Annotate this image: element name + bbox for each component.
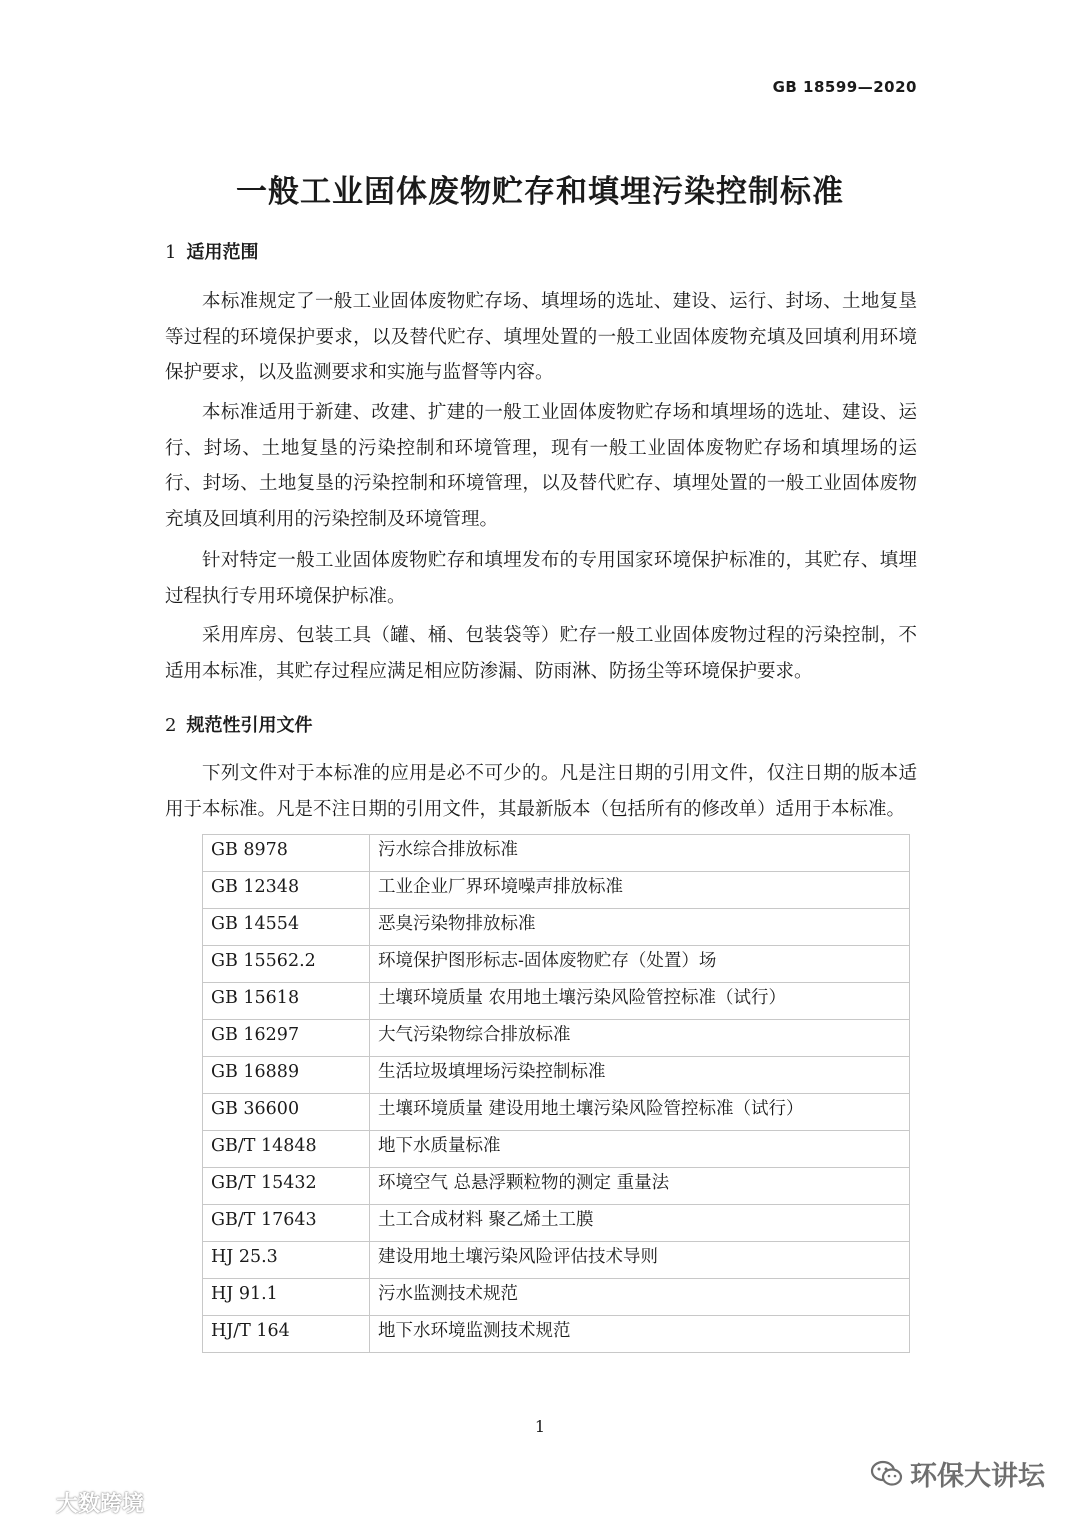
reference-code: GB 14554 [203, 909, 370, 946]
reference-name: 土工合成材料 聚乙烯土工膜 [370, 1205, 910, 1242]
section-1-paragraph-1: 本标准规定了一般工业固体废物贮存场、填埋场的选址、建设、运行、封场、土地复垦等过程的环境保护要求，以及替代贮存、填埋处置的一般工业固体废物充填及回填利用环境保护要求，以及监测要求和实施与监督等内容。 [165, 291, 917, 383]
reference-name: 污水监测技术规范 [370, 1279, 910, 1316]
table-row [203, 1094, 910, 1131]
reference-code: GB 16297 [203, 1020, 370, 1057]
section-1-paragraph-2: 本标准适用于新建、改建、扩建的一般工业固体废物贮存场和填埋场的选址、建设、运行、封场、土地复垦的污染控制和环境管理，现有一般工业固体废物贮存场和填埋场的运行、封场、土地复垦的污染控制和环境管理，以及替代贮存、填埋处置的一般工业固体废物充填及回填利用的污染控制及环境管理。 [165, 402, 917, 530]
table-row [203, 946, 910, 983]
table-row [203, 1057, 910, 1094]
reference-name: 地下水质量标准 [370, 1131, 910, 1168]
reference-code: HJ/T 164 [203, 1316, 370, 1353]
reference-code: GB 8978 [203, 835, 370, 872]
reference-name: 工业企业厂界环境噪声排放标准 [370, 872, 910, 909]
table-row [203, 1242, 910, 1279]
reference-name: 生活垃圾填埋场污染控制标准 [370, 1057, 910, 1094]
reference-code: GB 16889 [203, 1057, 370, 1094]
section-2-heading [165, 711, 312, 737]
table-row [203, 1020, 910, 1057]
reference-name: 建设用地土壤污染风险评估技术导则 [370, 1242, 910, 1279]
section-1-heading [165, 238, 258, 264]
reference-name: 土壤环境质量 建设用地土壤污染风险管控标准（试行） [370, 1094, 910, 1131]
wechat-icon [870, 1459, 904, 1489]
reference-code: GB 15618 [203, 983, 370, 1020]
watermark-left [6, 1487, 144, 1518]
page-number: 1 [534, 1417, 546, 1436]
section-2-number: 2 [165, 715, 177, 736]
weibo-icon [6, 1489, 50, 1517]
table-row [203, 1205, 910, 1242]
section-1-paragraph-3: 针对特定一般工业固体废物贮存和填埋发布的专用国家环境保护标准的，其贮存、填埋过程执行专用环境保护标准。 [165, 550, 917, 607]
reference-code: GB 15562.2 [203, 946, 370, 983]
reference-code: HJ 25.3 [203, 1242, 370, 1279]
reference-name: 环境保护图形标志-固体废物贮存（处置）场 [370, 946, 910, 983]
reference-code: GB/T 14848 [203, 1131, 370, 1168]
table-row [203, 1316, 910, 1353]
table-row [203, 983, 910, 1020]
reference-name: 环境空气 总悬浮颗粒物的测定 重量法 [370, 1168, 910, 1205]
reference-name: 土壤环境质量 农用地土壤污染风险管控标准（试行） [370, 983, 910, 1020]
table-row [203, 1279, 910, 1316]
reference-code: GB/T 15432 [203, 1168, 370, 1205]
table-row [203, 1168, 910, 1205]
watermark-left-text: 大数跨境 [56, 1492, 145, 1517]
section-1-title: 适用范围 [186, 242, 259, 263]
reference-name: 恶臭污染物排放标准 [370, 909, 910, 946]
reference-name: 地下水环境监测技术规范 [370, 1316, 910, 1353]
references-table [202, 834, 910, 1353]
table-row [203, 909, 910, 946]
table-row [203, 872, 910, 909]
watermark-right-text: 环保大讲坛 [910, 1461, 1045, 1492]
reference-name: 污水综合排放标准 [370, 835, 910, 872]
reference-code: GB/T 17643 [203, 1205, 370, 1242]
reference-code: GB 36600 [203, 1094, 370, 1131]
section-1-paragraph-4: 采用库房、包装工具（罐、桶、包装袋等）贮存一般工业固体废物过程的污染控制，不适用本标准，其贮存过程应满足相应防渗漏、防雨淋、防扬尘等环境保护要求。 [165, 625, 917, 682]
reference-name: 大气污染物综合排放标准 [370, 1020, 910, 1057]
section-1-number: 1 [165, 242, 177, 263]
table-row [203, 1131, 910, 1168]
watermark-right [870, 1454, 1045, 1493]
reference-code: GB 12348 [203, 872, 370, 909]
standard-code: GB 18599—2020 [772, 78, 917, 96]
section-2-paragraph: 下列文件对于本标准的应用是必不可少的。凡是注日期的引用文件，仅注日期的版本适用于本标准。凡是不注日期的引用文件，其最新版本（包括所有的修改单）适用于本标准。 [165, 763, 917, 820]
document-title: 一般工业固体废物贮存和填埋污染控制标准 [236, 174, 844, 210]
reference-code: HJ 91.1 [203, 1279, 370, 1316]
table-row [203, 835, 910, 872]
section-2-title: 规范性引用文件 [186, 715, 313, 736]
